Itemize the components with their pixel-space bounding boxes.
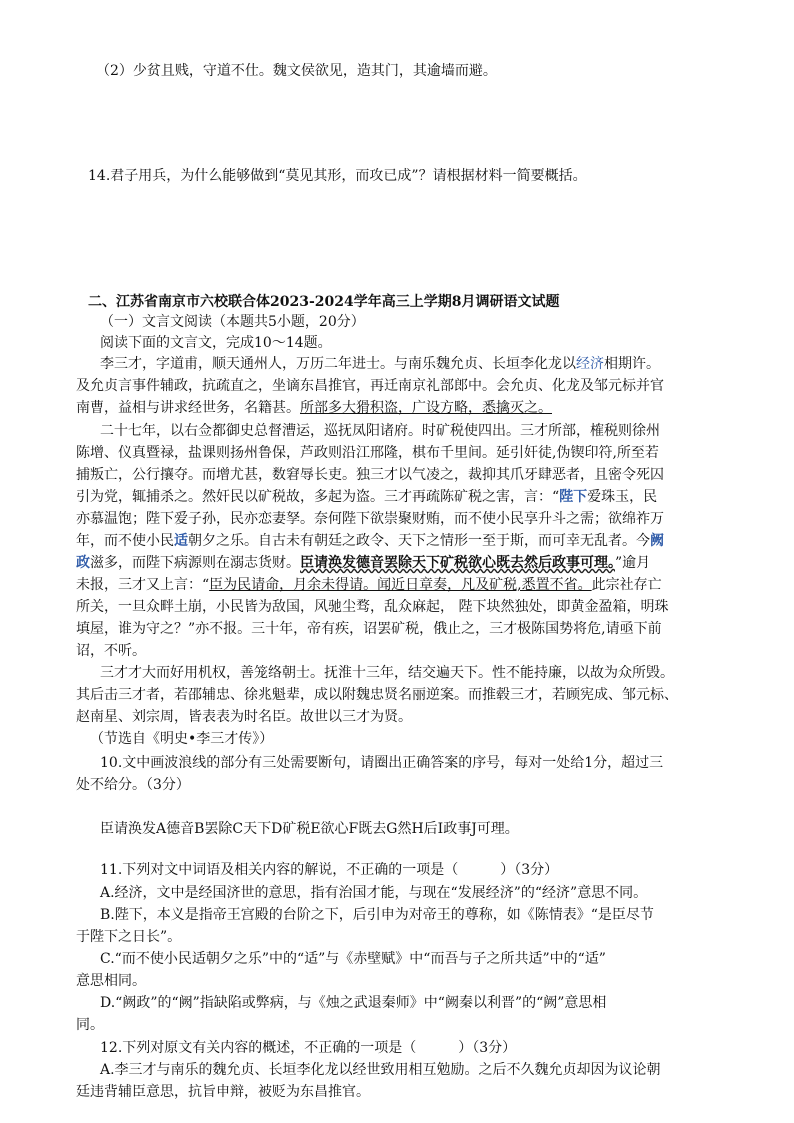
keyword-shi: 适: [174, 533, 188, 549]
passage-line: 政滋多，而陛下病源则在溺志货财。臣请涣发德音罢除天下矿税欲心既去然后政事可理。”逾月: [76, 555, 651, 571]
passage-line: 亦慕温饱；陛下爱子孙，民亦恋妻孥。奈何陛下欲崇聚财贿，而不使小民享升斗之需；欲绵祚万: [76, 511, 664, 527]
passage-line: 诏，不听。: [76, 643, 146, 659]
question-12: 12.下列对原文有关内容的概述，不正确的一项是（ ）（3分）: [100, 1040, 517, 1056]
underlined-sentence: 所部多大猾积盗，广设方略，悉擒灭之。: [300, 400, 552, 416]
question-11-option-c-cont: 意思相同。: [76, 973, 146, 989]
keyword-que: 阙: [650, 533, 664, 549]
question-12-option-a: A.李三才与南乐的魏允贞、长垣李化龙以经世致用相互勉励。之后不久魏允贞却因为议论朝: [100, 1062, 661, 1078]
passage-line: 二十七年，以右佥都御史总督漕运，巡抚凤阳诸府。时矿税使四出。三才所部，榷税则徐州: [100, 423, 660, 439]
question-14: 14.君子用兵，为什么能够做到“莫见其形，而攻已成”？请根据材料一简要概括。: [88, 168, 587, 184]
keyword-bixia: 陛下: [559, 489, 588, 505]
passage-line: 捕叛亡，公行攘夺。而增尤甚，数窘辱长吏。独三才以气凌之，裁抑其爪牙肆恶者，且密令死囚: [76, 467, 664, 483]
question-11-option-c: C.“而不使小民适朝夕之乐”中的“适”与《赤壁赋》中“而吾与子之所共适”中的“适”: [100, 951, 606, 967]
passage-line: 其后击三才者，若邵辅忠、徐兆魁辈，成以附魏忠贤名丽逆案。而推毂三才，若顾宪成、邹元标、: [76, 687, 678, 703]
question-11: 11.下列对文中词语及相关内容的解说，不正确的一项是（ ）（3分）: [100, 862, 559, 878]
keyword-jingji: 经济: [576, 356, 604, 372]
question-11-option-b: B.陛下，本义是指帝王宫殿的台阶之下，后引申为对帝王的尊称，如《陈情表》“是臣尽节: [100, 907, 654, 923]
question-10-options: 臣请涣发A德音B罢除C天下D矿税E欲心F既去G然H后I政事J可理。: [100, 821, 519, 837]
question-10: 10.文中画波浪线的部分有三处需要断句，请圈出正确答案的序号，每对一处给1分，超过三: [100, 755, 664, 771]
section-heading: 二、江苏省南京市六校联合体2023-2024学年高三上学期8月调研语文试题: [88, 294, 560, 310]
question-12-option-a-cont: 廷违背辅臣意思，抗旨申辩，被贬为东昌推官。: [76, 1084, 370, 1100]
passage-line: 陈增、仪真暨禄，盐课则扬州鲁保，芦政则沿江邢隆，棋布千里间。延引奸徒,伪锲印符,所至若: [76, 445, 659, 461]
passage-line: 李三才，字道甫，顺天通州人，万历二年进士。与南乐魏允贞、长垣李化龙以经济相期许。: [100, 356, 660, 372]
passage-line: 南曹，益相与讲求经世务，名籍甚。所部多大猾积盗，广设方略，悉擒灭之。: [76, 400, 552, 416]
passage-line: 年，而不使小民适朝夕之乐。自古未有朝廷之政令、天下之情形一至于斯，而可幸无乱者。今阙: [76, 533, 664, 549]
instruction: 阅读下面的文言文，完成10～14题。: [100, 335, 332, 351]
wavy-line-sentence: 臣请涣发德音罢除天下矿税欲心既去然后政事可理。: [300, 555, 615, 571]
question-11-option-a: A.经济，文中是经国济世的意思，指有治国才能，与现在“发展经济”的“经济”意思不同。: [100, 885, 648, 901]
q13-translate-item-2: （2）少贫且贱，守道不仕。魏文侯欲见，造其门，其逾墙而避。: [96, 63, 497, 79]
keyword-zheng: 政: [76, 555, 90, 571]
passage-line: 三才才大而好用机权，善笼络朝士。抚淮十三年，结交遍天下。性不能持廉，以故为众所毁。: [100, 665, 674, 681]
question-11-option-d: D.“阙政”的“阙”指缺陷或弊病，与《烛之武退秦师》中“阙秦以利晋”的“阙”意思相: [100, 995, 607, 1011]
question-11-option-b-cont: 于陛下之日长”。: [76, 929, 182, 945]
passage-line: 赵南星、刘宗周，皆表表为时名臣。故世以三才为贤。: [76, 709, 412, 725]
passage-line: 未报，三才又上言：“臣为民请命，月余未得请。闻近日章奏，凡及矿税,悉置不省。此宗社存亡: [76, 577, 662, 593]
question-10-cont: 处不给分。（3分）: [76, 777, 190, 793]
passage-line: 引为党，辄捕杀之。然奸民以矿税故，多起为盗。三才再疏陈矿税之害，言：“陛下爱珠玉，民: [76, 489, 658, 505]
question-11-option-d-cont: 同。: [76, 1017, 104, 1033]
passage-line: 填屋，谁为守之？”亦不报。三十年，帝有疾，诏罢矿税，俄止之，三才极陈国势将危,请亟下前: [76, 621, 662, 637]
section-subheading: （一）文言文阅读（本题共5小题，20分）: [100, 314, 365, 330]
passage-source: （节选自《明史•李三才传》）: [90, 731, 274, 747]
underlined-sentence: 臣为民请命，月余未得请。闻近日章奏，凡及矿税,悉置不省。: [209, 577, 592, 593]
passage-line: 及允贞言事件辅政，抗疏直之，坐谪东昌推官，再迁南京礼部郎中。会允贞、化龙及邹元标并官: [76, 378, 664, 394]
passage-line: 所关，一旦众畔土崩，小民皆为敌国，风驰尘骛，乱众麻起， 陛下块然独处，即黄金盈箱，明珠: [76, 599, 669, 615]
